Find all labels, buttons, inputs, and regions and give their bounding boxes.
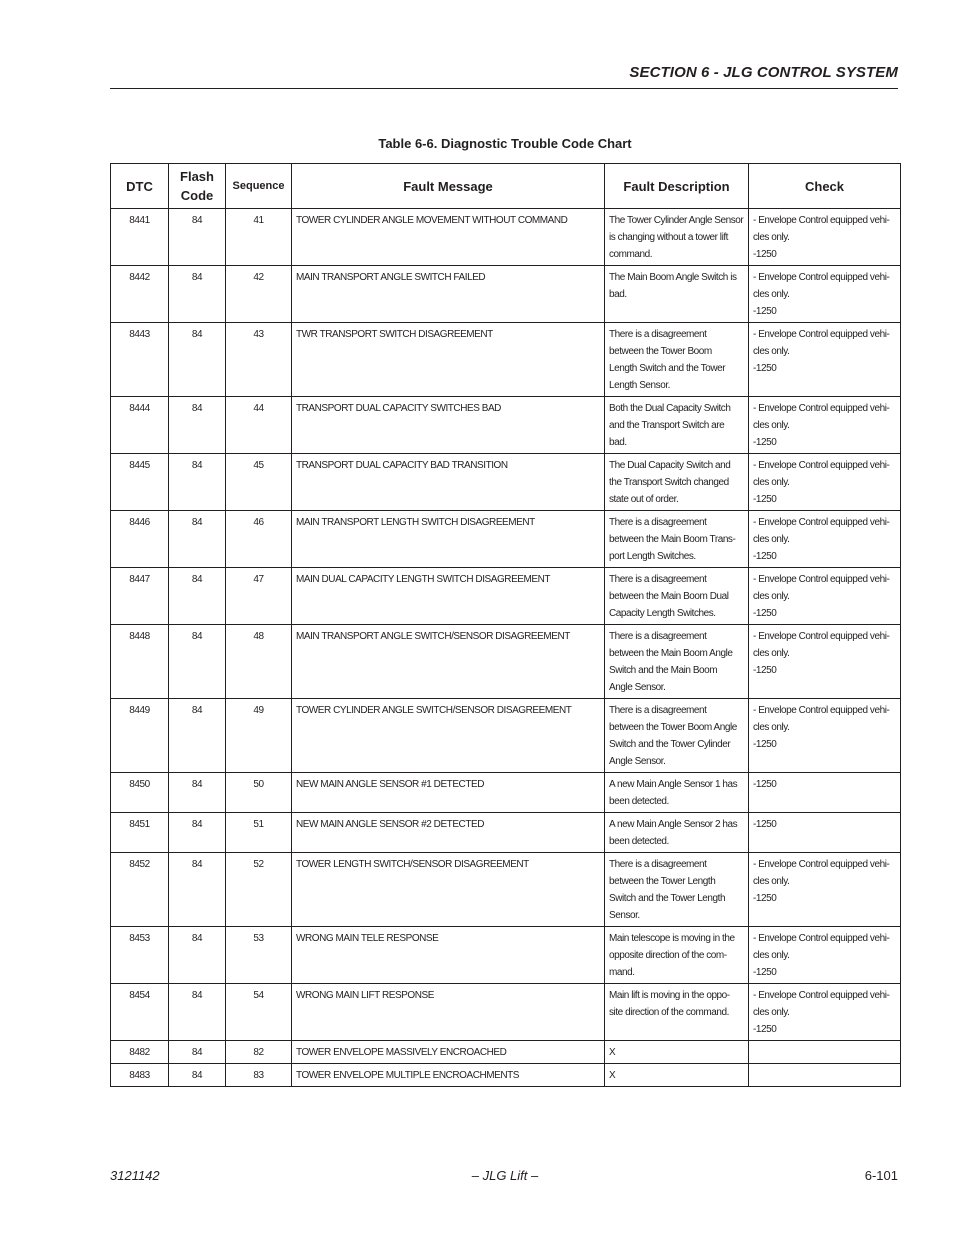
dtc-cell: 8446: [111, 511, 169, 568]
table-body: [111, 209, 901, 1087]
fault-description-cell-line: between the Main Boom Dual: [609, 591, 729, 602]
fault-description-cell-line: Angle Sensor.: [609, 682, 666, 693]
fault-description-cell-line: Length Switch and the Tower: [609, 363, 726, 374]
sequence-cell: 45: [226, 454, 292, 511]
dtc-cell: 8483: [111, 1064, 169, 1087]
table-title: Table 6-6. Diagnostic Trouble Code Chart: [378, 136, 632, 151]
check-cell-line: - Envelope Control equipped vehi-: [753, 705, 890, 716]
check-cell-line: - Envelope Control equipped vehi-: [753, 403, 890, 414]
fault-description-cell-line: A new Main Angle Sensor 1 has: [609, 779, 738, 790]
dtc-cell: 8450: [111, 773, 169, 813]
fault-description-cell-line: Capacity Length Switches.: [609, 608, 716, 619]
check-cell-line: -1250: [753, 608, 777, 619]
fault-description-cell-line: The Main Boom Angle Switch is: [609, 272, 737, 283]
sequence-cell: 82: [226, 1041, 292, 1064]
table-row: [111, 853, 901, 927]
fault-description-cell-line: site direction of the command.: [609, 1007, 729, 1018]
fault-description-cell: [605, 266, 749, 323]
check-cell: [749, 773, 901, 813]
check-cell-line: -1250: [753, 819, 777, 830]
fault-message-cell: WRONG MAIN TELE RESPONSE: [292, 927, 605, 984]
fault-message-cell: TOWER CYLINDER ANGLE MOVEMENT WITHOUT COMMAND: [292, 209, 605, 266]
column-header-dtc: DTC: [111, 164, 169, 209]
fault-message-cell: TRANSPORT DUAL CAPACITY SWITCHES BAD: [292, 397, 605, 454]
check-cell-line: -1250: [753, 665, 777, 676]
check-cell-line: -1250: [753, 739, 777, 750]
fault-description-cell-line: A new Main Angle Sensor 2 has: [609, 819, 738, 830]
fault-description-cell-line: There is a disagreement: [609, 574, 707, 585]
fault-message-cell: MAIN TRANSPORT ANGLE SWITCH FAILED: [292, 266, 605, 323]
check-cell-line: - Envelope Control equipped vehi-: [753, 272, 890, 283]
dtc-cell: 8453: [111, 927, 169, 984]
check-cell-line: - Envelope Control equipped vehi-: [753, 859, 890, 870]
flash-code-cell: 84: [169, 454, 226, 511]
column-header-fault-description: Fault Description: [605, 164, 749, 209]
fault-description-cell-line: opposite direction of the com-: [609, 950, 727, 961]
check-cell-line: - Envelope Control equipped vehi-: [753, 215, 890, 226]
fault-description-cell-line: bad.: [609, 289, 627, 300]
fault-description-cell-line: The Tower Cylinder Angle Sensor: [609, 215, 744, 226]
fault-description-cell-line: Main lift is moving in the oppo-: [609, 990, 730, 1001]
sequence-cell: 42: [226, 266, 292, 323]
fault-description-cell: [605, 773, 749, 813]
fault-description-cell: [605, 984, 749, 1041]
table-row: [111, 813, 901, 853]
fault-message-cell: TOWER ENVELOPE MULTIPLE ENCROACHMENTS: [292, 1064, 605, 1087]
sequence-cell: 83: [226, 1064, 292, 1087]
check-cell-line: - Envelope Control equipped vehi-: [753, 460, 890, 471]
check-cell: [749, 397, 901, 454]
check-cell-line: -1250: [753, 779, 777, 790]
check-cell: [749, 511, 901, 568]
sequence-cell: 48: [226, 625, 292, 699]
check-cell-line: cles only.: [753, 722, 790, 733]
check-cell-line: -1250: [753, 249, 777, 260]
check-cell-line: -1250: [753, 494, 777, 505]
flash-code-cell: 84: [169, 511, 226, 568]
dtc-cell: 8441: [111, 209, 169, 266]
check-cell-line: cles only.: [753, 232, 790, 243]
fault-message-cell: MAIN TRANSPORT LENGTH SWITCH DISAGREEMENT: [292, 511, 605, 568]
sequence-cell: 47: [226, 568, 292, 625]
fault-description-cell-line: There is a disagreement: [609, 329, 707, 340]
fault-description-cell-line: Angle Sensor.: [609, 756, 666, 767]
flash-code-cell: 84: [169, 266, 226, 323]
check-cell: [749, 568, 901, 625]
check-cell-line: - Envelope Control equipped vehi-: [753, 631, 890, 642]
fault-description-cell-line: port Length Switches.: [609, 551, 696, 562]
dtc-cell: 8444: [111, 397, 169, 454]
check-cell-line: -1250: [753, 306, 777, 317]
fault-description-cell: [605, 853, 749, 927]
fault-description-cell: [605, 1064, 749, 1087]
flash-code-cell: 84: [169, 397, 226, 454]
fault-description-cell-line: between the Tower Length: [609, 876, 716, 887]
sequence-cell: 53: [226, 927, 292, 984]
flash-code-cell: 84: [169, 209, 226, 266]
check-cell-line: cles only.: [753, 420, 790, 431]
footer-doc-number: 3121142: [110, 1168, 160, 1183]
column-header-flash-code: [169, 164, 226, 209]
fault-description-cell: [605, 323, 749, 397]
diagnostic-trouble-code-table: [110, 163, 901, 1087]
fault-description-cell-line: between the Main Boom Angle: [609, 648, 733, 659]
check-cell-line: - Envelope Control equipped vehi-: [753, 990, 890, 1001]
fault-message-cell: TOWER ENVELOPE MASSIVELY ENCROACHED: [292, 1041, 605, 1064]
check-cell: [749, 209, 901, 266]
fault-message-cell: MAIN DUAL CAPACITY LENGTH SWITCH DISAGREEMENT: [292, 568, 605, 625]
check-cell-line: cles only.: [753, 289, 790, 300]
check-cell: [749, 984, 901, 1041]
fault-description-cell: [605, 927, 749, 984]
sequence-cell: 44: [226, 397, 292, 454]
fault-description-cell-line: There is a disagreement: [609, 705, 707, 716]
column-header-fault-message: Fault Message: [292, 164, 605, 209]
sequence-cell: 54: [226, 984, 292, 1041]
dtc-cell: 8451: [111, 813, 169, 853]
flash-code-cell: 84: [169, 568, 226, 625]
check-cell: [749, 813, 901, 853]
dtc-cell: 8443: [111, 323, 169, 397]
fault-description-cell-line: is changing without a tower lift: [609, 232, 729, 243]
fault-description-cell-line: Switch and the Main Boom: [609, 665, 718, 676]
footer-center-label: – JLG Lift –: [471, 1168, 539, 1183]
check-cell-line: cles only.: [753, 591, 790, 602]
flash-code-cell: 84: [169, 1041, 226, 1064]
fault-description-cell-line: command.: [609, 249, 653, 260]
check-cell-line: cles only.: [753, 534, 790, 545]
fault-description-cell-line: There is a disagreement: [609, 631, 707, 642]
check-cell-line: -1250: [753, 893, 777, 904]
table-row: [111, 454, 901, 511]
fault-message-cell: TWR TRANSPORT SWITCH DISAGREEMENT: [292, 323, 605, 397]
fault-description-cell-line: X: [609, 1070, 616, 1081]
flash-code-cell: 84: [169, 323, 226, 397]
check-cell: [749, 323, 901, 397]
table-row: [111, 397, 901, 454]
check-cell-line: -1250: [753, 967, 777, 978]
fault-description-cell-line: Length Sensor.: [609, 380, 670, 391]
fault-message-cell: TOWER CYLINDER ANGLE SWITCH/SENSOR DISAGREEMENT: [292, 699, 605, 773]
fault-description-cell-line: state out of order.: [609, 494, 679, 505]
flash-code-cell: 84: [169, 813, 226, 853]
fault-message-cell: TOWER LENGTH SWITCH/SENSOR DISAGREEMENT: [292, 853, 605, 927]
check-cell-line: cles only.: [753, 648, 790, 659]
table-row: [111, 1064, 901, 1087]
table-row: [111, 773, 901, 813]
fault-description-cell-line: been detected.: [609, 796, 669, 807]
check-cell-line: -1250: [753, 363, 777, 374]
fault-description-cell-line: There is a disagreement: [609, 859, 707, 870]
table-row: [111, 984, 901, 1041]
flash-header-line-1: Flash: [180, 169, 214, 184]
fault-message-cell: MAIN TRANSPORT ANGLE SWITCH/SENSOR DISAGREEMENT: [292, 625, 605, 699]
dtc-cell: 8449: [111, 699, 169, 773]
fault-description-cell-line: Switch and the Tower Length: [609, 893, 726, 904]
check-cell-line: cles only.: [753, 876, 790, 887]
dtc-cell: 8482: [111, 1041, 169, 1064]
section-title: SECTION 6 - JLG CONTROL SYSTEM: [629, 64, 898, 81]
header-rule: [110, 88, 898, 89]
sequence-cell: 50: [226, 773, 292, 813]
table-header-row: [111, 164, 901, 209]
check-cell-line: -1250: [753, 1024, 777, 1035]
fault-description-cell-line: The Dual Capacity Switch and: [609, 460, 731, 471]
check-cell-line: cles only.: [753, 477, 790, 488]
flash-code-cell: 84: [169, 1064, 226, 1087]
table-row: [111, 209, 901, 266]
table-row: [111, 699, 901, 773]
fault-message-cell: NEW MAIN ANGLE SENSOR #1 DETECTED: [292, 773, 605, 813]
fault-description-cell-line: Main telescope is moving in the: [609, 933, 735, 944]
dtc-cell: 8448: [111, 625, 169, 699]
flash-code-cell: 84: [169, 927, 226, 984]
dtc-cell: 8442: [111, 266, 169, 323]
fault-message-cell: NEW MAIN ANGLE SENSOR #2 DETECTED: [292, 813, 605, 853]
fault-description-cell-line: Both the Dual Capacity Switch: [609, 403, 731, 414]
check-cell-line: - Envelope Control equipped vehi-: [753, 329, 890, 340]
column-header-sequence: Sequence: [226, 164, 292, 209]
fault-description-cell-line: and the Transport Switch are: [609, 420, 725, 431]
fault-description-cell: [605, 511, 749, 568]
check-cell: [749, 1041, 901, 1064]
dtc-cell: 8445: [111, 454, 169, 511]
sequence-cell: 49: [226, 699, 292, 773]
fault-description-cell-line: Sensor.: [609, 910, 640, 921]
check-cell-line: cles only.: [753, 346, 790, 357]
flash-header-line-2: Code: [180, 188, 214, 203]
fault-description-cell: [605, 813, 749, 853]
fault-message-cell: TRANSPORT DUAL CAPACITY BAD TRANSITION: [292, 454, 605, 511]
table-row: [111, 511, 901, 568]
check-cell: [749, 1064, 901, 1087]
table-row: [111, 625, 901, 699]
flash-code-cell: 84: [169, 625, 226, 699]
fault-description-cell: [605, 568, 749, 625]
fault-description-cell-line: been detected.: [609, 836, 669, 847]
fault-description-cell: [605, 454, 749, 511]
fault-description-cell-line: There is a disagreement: [609, 517, 707, 528]
fault-description-cell-line: Switch and the Tower Cylinder: [609, 739, 731, 750]
sequence-cell: 52: [226, 853, 292, 927]
fault-description-cell: [605, 625, 749, 699]
check-cell-line: -1250: [753, 437, 777, 448]
flash-code-cell: 84: [169, 773, 226, 813]
check-cell-line: -1250: [753, 551, 777, 562]
fault-message-cell: WRONG MAIN LIFT RESPONSE: [292, 984, 605, 1041]
check-cell-line: - Envelope Control equipped vehi-: [753, 574, 890, 585]
table-row: [111, 266, 901, 323]
sequence-cell: 41: [226, 209, 292, 266]
dtc-cell: 8452: [111, 853, 169, 927]
fault-description-cell: [605, 699, 749, 773]
check-cell: [749, 266, 901, 323]
fault-description-cell: [605, 209, 749, 266]
table-row: [111, 927, 901, 984]
fault-description-cell-line: the Transport Switch changed: [609, 477, 729, 488]
table-row: [111, 568, 901, 625]
fault-description-cell-line: bad.: [609, 437, 627, 448]
flash-code-cell: 84: [169, 699, 226, 773]
check-cell-line: cles only.: [753, 950, 790, 961]
flash-code-cell: 84: [169, 853, 226, 927]
check-cell: [749, 699, 901, 773]
check-cell: [749, 625, 901, 699]
fault-description-cell-line: between the Tower Boom Angle: [609, 722, 737, 733]
table-row: [111, 1041, 901, 1064]
fault-description-cell-line: X: [609, 1047, 616, 1058]
check-cell-line: - Envelope Control equipped vehi-: [753, 933, 890, 944]
check-cell-line: - Envelope Control equipped vehi-: [753, 517, 890, 528]
sequence-cell: 46: [226, 511, 292, 568]
fault-description-cell-line: mand.: [609, 967, 635, 978]
flash-code-cell: 84: [169, 984, 226, 1041]
check-cell: [749, 454, 901, 511]
fault-description-cell: [605, 1041, 749, 1064]
sequence-cell: 43: [226, 323, 292, 397]
check-cell-line: cles only.: [753, 1007, 790, 1018]
footer-page-number: 6-101: [864, 1168, 898, 1183]
fault-description-cell: [605, 397, 749, 454]
sequence-cell: 51: [226, 813, 292, 853]
column-header-check: Check: [749, 164, 901, 209]
dtc-cell: 8454: [111, 984, 169, 1041]
check-cell: [749, 927, 901, 984]
fault-description-cell-line: between the Tower Boom: [609, 346, 712, 357]
dtc-cell: 8447: [111, 568, 169, 625]
table-row: [111, 323, 901, 397]
fault-description-cell-line: between the Main Boom Trans-: [609, 534, 736, 545]
check-cell: [749, 853, 901, 927]
